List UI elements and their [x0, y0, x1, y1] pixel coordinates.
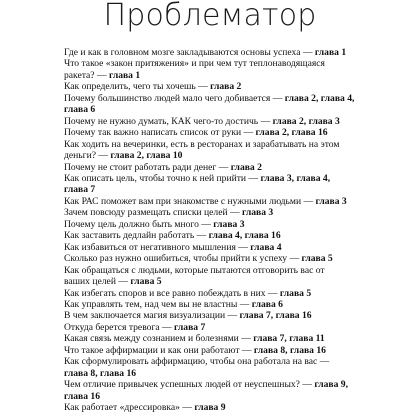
index-entry	[64, 196, 364, 207]
entry-chapter-ref: глава 9,	[314, 379, 348, 391]
entry-chapter-ref: глава 5	[279, 287, 312, 299]
index-entry	[64, 139, 364, 162]
entry-question-text: Как работает «дрессировка» —	[64, 402, 195, 414]
entry-chapter-ref: глава 5	[301, 253, 333, 265]
entry-question-text: ваших целей —	[64, 276, 131, 288]
index-entry	[64, 173, 364, 196]
entry-chapter-ref: глава 3	[213, 218, 245, 230]
index-entry-line	[64, 345, 364, 356]
index-entry	[64, 310, 364, 321]
entry-question-text: В чем заключается магия визуализации —	[64, 310, 240, 322]
entry-question-text: Зачем повсюду размещать списки целей —	[64, 207, 242, 219]
index-entry-line	[64, 81, 364, 92]
entry-chapter-ref: глава 3	[242, 207, 274, 219]
index-entry-line	[64, 219, 364, 230]
index-entry-line	[64, 402, 364, 413]
entry-question-text: Сколько раз нужно ошибиться, чтобы прийти к успеху —	[64, 253, 302, 265]
entry-chapter-ref: глава 1	[108, 69, 141, 81]
entry-chapter-ref: глава 2, глава 16	[255, 127, 328, 139]
index-entry	[64, 265, 364, 288]
entry-question-text: Почему цель должно быть много —	[64, 218, 214, 230]
index-entry	[64, 402, 364, 413]
index-entry-line	[64, 150, 364, 161]
entry-chapter-ref: глава 8, глава 16	[253, 344, 326, 356]
entry-chapter-ref: глава 5	[130, 276, 162, 288]
index-entry	[64, 47, 364, 58]
index-entry-line	[64, 173, 364, 184]
index-entry	[64, 333, 364, 344]
entry-question-text: ракета? —	[64, 69, 109, 81]
index-entry	[64, 345, 364, 356]
entry-chapter-ref: глава 8, глава 16	[64, 367, 137, 379]
index-entry-line	[64, 70, 364, 81]
entry-question-text: Откуда берется тревога —	[64, 321, 175, 333]
index-entry-line	[64, 139, 364, 150]
entry-chapter-ref: глава 7	[174, 321, 206, 333]
entry-chapter-ref: глава 3	[315, 195, 347, 207]
entry-question-text: Как РАС поможет вам при знакомстве с нужными людьми —	[64, 195, 316, 207]
entry-chapter-ref: глава 2, глава 4,	[284, 92, 355, 104]
index-entry	[64, 162, 364, 173]
index-entry-line	[64, 230, 364, 241]
index-entry-line	[64, 242, 364, 253]
index-entry-line	[64, 379, 364, 390]
index-entry	[64, 230, 364, 241]
entry-chapter-ref: глава 2, глава 10	[110, 150, 183, 162]
entry-chapter-ref: глава 2	[210, 81, 242, 93]
entry-question-text: Почему большинство людей мало чего добивается —	[64, 92, 285, 104]
index-entry	[64, 242, 364, 253]
entry-question-text: Что такое аффирмации и как они работают —	[64, 344, 254, 356]
index-entry	[64, 356, 364, 379]
entry-question-text: Как управлять тем, над чем вы не властны —	[64, 298, 252, 310]
entry-chapter-ref: глава 6	[251, 298, 283, 310]
entry-chapter-ref: глава 16	[64, 390, 101, 402]
entry-question-text: Почему не стоит работать ради денег —	[64, 161, 231, 173]
index-entry	[64, 322, 364, 333]
index-entry-line	[64, 356, 364, 367]
entry-question-text: Чем отличие привычек успешных людей от неуспешных? —	[64, 379, 315, 391]
index-entry-line	[64, 299, 364, 310]
entry-question-text: Как описать цель, чтобы точно к ней прийти —	[64, 172, 261, 184]
index-entry	[64, 253, 364, 264]
index-entry-line	[64, 276, 364, 287]
entry-question-text: Почему не нужно думать, КАК чего-то достичь —	[64, 115, 273, 127]
index-entry	[64, 288, 364, 299]
entry-chapter-ref: глава 1	[314, 47, 347, 58]
entry-question-text: Как ходить на вечеринки, есть в ресторанах и зарабатывать на этом	[64, 138, 340, 150]
index-entry-line	[64, 322, 364, 333]
entry-question-text: Где и как в головном мозге закладываются основы успеха —	[64, 47, 315, 58]
index-entry-line	[64, 310, 364, 321]
index-entry	[64, 58, 364, 81]
index-entry-line	[64, 127, 364, 138]
index-entry-line	[64, 47, 364, 58]
entry-question-text: Какая связь между сознанием и болезнями —	[64, 333, 254, 345]
entry-chapter-ref: глава 6	[64, 104, 96, 116]
entry-chapter-ref: глава 3, глава 4,	[260, 172, 331, 184]
index-entry-line	[64, 207, 364, 218]
entry-question-text: Как обращаться с людьми, которые пытаются отговорить вас от	[64, 264, 325, 276]
entry-chapter-ref: глава 7, глава 16	[239, 310, 312, 322]
entry-question-text: Как заставить дедлайн работать —	[64, 230, 209, 242]
entry-chapter-ref: глава 4	[250, 241, 282, 253]
index-entry	[64, 299, 364, 310]
index-entry-line	[64, 368, 364, 379]
entry-question-text: Как определить, чего ты хочешь —	[64, 81, 211, 93]
index-entry	[64, 81, 364, 92]
entry-chapter-ref: глава 2	[230, 161, 262, 173]
entry-chapter-ref: глава 2, глава 3	[272, 115, 340, 127]
index-entry	[64, 207, 364, 218]
index-entry-line	[64, 391, 364, 402]
index-entry-line	[64, 333, 364, 344]
index-entry-line	[64, 288, 364, 299]
index-entry	[64, 116, 364, 127]
index-entry-line	[64, 253, 364, 264]
entry-chapter-ref: глава 4, глава 16	[208, 230, 281, 242]
index-entry-line	[64, 196, 364, 207]
entry-question-text: Как избавиться от негативного мышления —	[64, 241, 251, 253]
index-entry-line	[64, 58, 364, 69]
entry-question-text: Как сформулировать аффирмацию, чтобы она работала на вас —	[64, 356, 330, 368]
index-entry	[64, 93, 364, 116]
entry-question-text: Почему так важно написать список от руки —	[64, 127, 256, 139]
entry-chapter-ref: глава 7	[64, 184, 96, 196]
problem-index-list	[64, 47, 364, 414]
index-entry-line	[64, 116, 364, 127]
index-entry-line	[64, 104, 364, 115]
index-entry-line	[64, 265, 364, 276]
entry-chapter-ref: глава 7, глава 11	[253, 333, 325, 345]
entry-chapter-ref: глава 9	[194, 402, 226, 414]
index-entry	[64, 219, 364, 230]
index-entry-line	[64, 162, 364, 173]
index-entry	[64, 379, 364, 402]
index-entry	[64, 127, 364, 138]
entry-question-text: деньги? —	[64, 150, 111, 162]
index-entry-line	[64, 184, 364, 195]
index-entry-line	[64, 93, 364, 104]
entry-question-text: Что такое «закон притяжения» и при чем тут теплонаводящаяся	[64, 58, 325, 70]
entry-question-text: Как избегать споров и все равно побеждать в них —	[64, 287, 280, 299]
page-title: Проблематор	[103, 0, 317, 33]
